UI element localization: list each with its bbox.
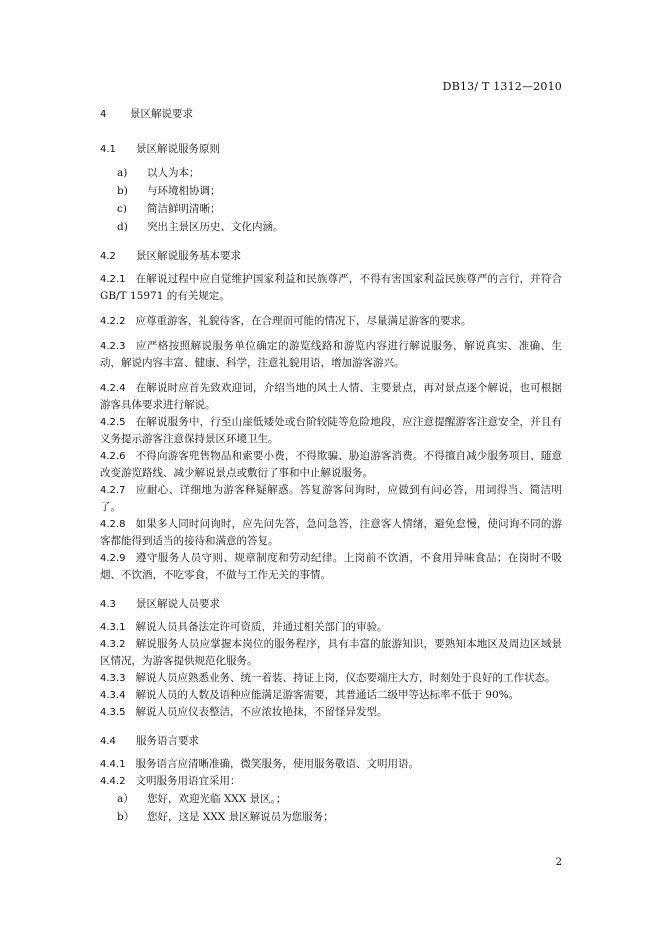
subsection-number: 4.4 — [100, 736, 116, 747]
clause-4-3-3: 4.3.3 解说人员应熟悉业务、统一着装、持证上岗，仪态要端庄大方，时刻处于良好的工作状态。 — [100, 672, 556, 684]
clause-4-2-6: 4.2.6 不得向游客兜售物品和索要小费，不得欺骗、胁迫游客消费。不得擅自减少服务项目、随意改变游览路线、减少解说景点或敷衍了事和中止解说服务。 — [100, 450, 562, 479]
list-item: c) 简洁鲜明清晰； — [117, 203, 221, 215]
clause-4-2-7: 4.2.7 应耐心、详细地为游客释疑解惑。答复游客问询时，应做到有问必答，用词得当、简洁明了。 — [100, 484, 562, 513]
clause-4-2-8: 4.2.8 如果多人同时问询时，应先问先答，急问急答，注意客人情绪，避免怠慢，使问询不同的游客都能得到适当的接待和满意的答复。 — [100, 518, 562, 547]
subsection-title: 景区解说服务基本要求 — [136, 250, 241, 262]
subsection-number: 4.3 — [100, 599, 116, 610]
subsection-heading-4-3 — [100, 596, 562, 613]
clause-4-2-5: 4.2.5 在解说服务中，行至山崖低矮处或台阶较陡等危险地段，应注意提醒游客注意安全，并且有义务提示游客注意保持景区环境卫生。 — [100, 416, 562, 445]
clause-4-2-2: 4.2.2 应尊重游客，礼貌待客，在合理而可能的情况下，尽量满足游客的要求。 — [100, 315, 472, 327]
list-item: d) 突出主景区历史、文化内涵。 — [117, 221, 284, 233]
principle-list — [100, 164, 562, 236]
clause-4-3-1: 4.3.1 解说人员具备法定许可资质，并通过相关部门的审验。 — [100, 621, 388, 633]
list-item: a) 以人为本； — [117, 167, 200, 179]
section-heading-4 — [100, 106, 562, 123]
section-number: 4 — [100, 109, 107, 120]
document-body — [100, 106, 562, 826]
subsection-title: 景区解说服务原则 — [136, 143, 220, 155]
subsection-number: 4.1 — [100, 144, 116, 155]
subsection-number: 4.2 — [100, 251, 116, 262]
page-number: 2 — [555, 857, 562, 868]
list-item: a） 您好，欢迎光临 XXX 景区。； — [117, 793, 287, 805]
clause-4-2-3: 4.2.3 应严格按照解说服务单位确定的游览线路和游览内容进行解说服务，解说真实、准确、生动，解说内容丰富、健康、科学，注意礼貌用语，增加游客游兴。 — [100, 340, 562, 369]
clause-4-2-9: 4.2.9 遵守服务人员守则、规章制度和劳动纪律。上岗前不饮酒，不食用异味食品；在岗时不吸烟、不饮酒，不吃零食，不做与工作无关的事情。 — [100, 552, 562, 581]
subsection-heading-4-2 — [100, 248, 562, 265]
clause-4-4-1: 4.4.1 服务语言应清晰准确，微笑服务，使用服务敬语、文明用语。 — [100, 758, 419, 770]
list-item: b) 与环境相协调； — [117, 185, 221, 197]
section-title: 景区解说要求 — [130, 108, 193, 120]
clause-4-3-4: 4.3.4 解说人员的人数及语种应能满足游客需要，其普通话二级甲等达标率不低于 90%。 — [100, 689, 520, 701]
subsection-heading-4-1 — [100, 141, 562, 158]
clause-4-4-2: 4.4.2 文明服务用语宜采用： — [100, 775, 241, 787]
clause-4-3-5: 4.3.5 解说人员应仪表整洁，不应浓妆艳抹，不留怪异发型。 — [100, 706, 388, 718]
phrase-list — [100, 790, 562, 826]
subsection-heading-4-4 — [100, 733, 562, 750]
clause-4-2-1: 4.2.1 在解说过程中应自觉维护国家利益和民族尊严，不得有害国家利益民族尊严的言行，并符合 GB/T 15971 的有关规定。 — [100, 273, 562, 302]
clause-4-3-2: 4.3.2 解说服务人员应掌握本岗位的服务程序，具有丰富的旅游知识，要熟知本地区及周边区域景区情况，为游客提供规范化服务。 — [100, 638, 562, 667]
subsection-title: 服务语言要求 — [136, 735, 199, 747]
list-item: b） 您好，这是 XXX 景区解说员为您服务； — [117, 811, 334, 823]
subsection-title: 景区解说人员要求 — [136, 598, 220, 610]
clause-4-2-4: 4.2.4 在解说时应首先致欢迎词，介绍当地的风土人情、主要景点，再对景点逐个解说，也可根据游客具体要求进行解说。 — [100, 382, 562, 411]
document-code: DB13/ T 1312—2010 — [442, 80, 562, 93]
